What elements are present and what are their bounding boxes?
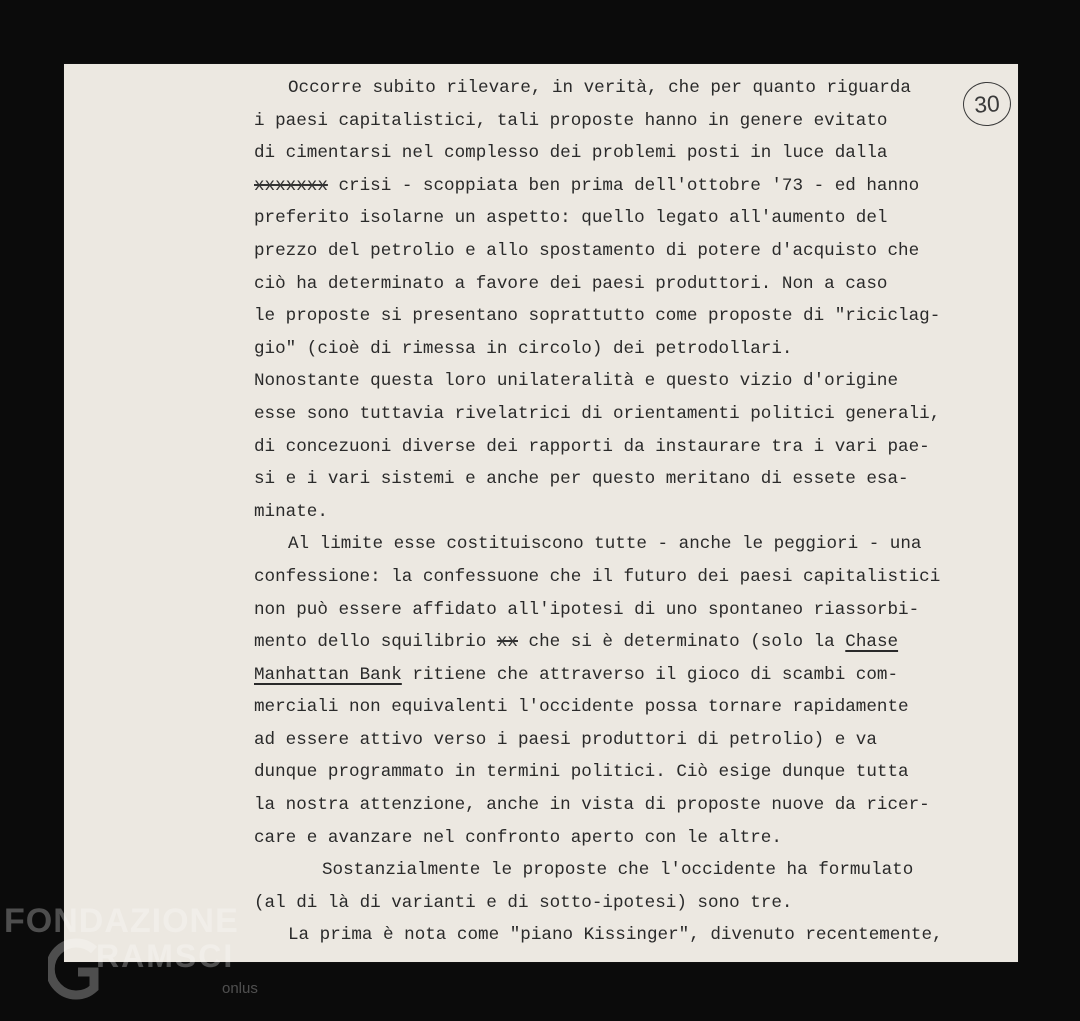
struck-out-word: xx [496,632,518,653]
text-line: Sostanzialmente le proposte che l'occidente ha formulato [322,860,914,881]
text-line: prezzo del petrolio e allo spostamento di potere d'acquisto che [254,240,920,261]
text-line: si e i vari sistemi e anche per questo meritano di essete esa- [254,469,909,490]
text-line [254,626,994,659]
text-line: dunque programmato in termini politici. Ciò esige dunque tutta [254,762,909,783]
underlined-text: Chase [845,632,899,653]
fondazione-gramsci-watermark [4,902,264,1012]
struck-out-word: xxxxxxx [254,175,328,196]
text-line [254,170,994,203]
text-line: Occorre subito rilevare, in verità, che per quanto riguarda [288,78,911,98]
text-line: esse sono tuttavia rivelatrici di orientamenti politici generali, [254,403,941,424]
text-line: le proposte si presentano soprattutto come proposte di "riciclag- [254,306,941,327]
text-segment: che si è determinato (solo la [528,632,835,653]
watermark-title: FONDAZIONE [4,902,239,940]
text-line: la nostra attenzione, anche in vista di proposte nuove da ricer- [254,795,930,816]
text-line: care e avanzare nel confronto aperto con le altre. [254,827,782,848]
text-line: ad essere attivo verso i paesi produttori di petrolio) e va [254,729,877,750]
text-line: gio" (cioè di rimessa in circolo) dei petrodollari. [254,338,793,359]
text-segment: ritiene che attraverso il gioco di scambi com- [412,664,899,685]
typewritten-text [254,72,994,952]
watermark-subtitle: onlus [222,980,258,997]
text-line: non può essere affidato all'ipotesi di uno spontaneo riassorbi- [254,599,920,620]
watermark-name: RAMSCI [96,938,235,974]
text-segment: crisi - scoppiata ben prima dell'ottobre '73 - ed hanno [338,175,920,196]
text-line: confessione: la confessuone che il futuro dei paesi capitalistici [254,566,941,587]
text-line: di cimentarsi nel complesso dei problemi posti in luce dalla [254,143,888,164]
text-line: i paesi capitalistici, tali proposte hanno in genere evitato [254,110,888,131]
text-segment: mento dello squilibrio [254,632,487,653]
page-number: 30 [973,89,1001,118]
underlined-text: Manhattan Bank [254,664,402,685]
text-line: minate. [254,501,328,522]
text-line: preferito isolarne un aspetto: quello legato all'aumento del [254,208,888,229]
text-line: (al di là di varianti e di sotto-ipotesi) sono tre. [254,892,793,913]
text-line: Al limite esse costituiscono tutte - anche le peggiori - una [288,534,922,555]
text-line: di concezuoni diverse dei rapporti da instaurare tra i vari pae- [254,436,930,457]
text-line: Nonostante questa loro unilateralità e questo vizio d'origine [254,371,899,392]
text-line: La prima è nota come "piano Kissinger", divenuto recentemente, [288,925,943,946]
text-line: merciali non equivalenti l'occidente possa tornare rapidamente [254,697,909,718]
text-line [254,659,994,692]
text-line: ciò ha determinato a favore dei paesi produttori. Non a caso [254,273,888,294]
